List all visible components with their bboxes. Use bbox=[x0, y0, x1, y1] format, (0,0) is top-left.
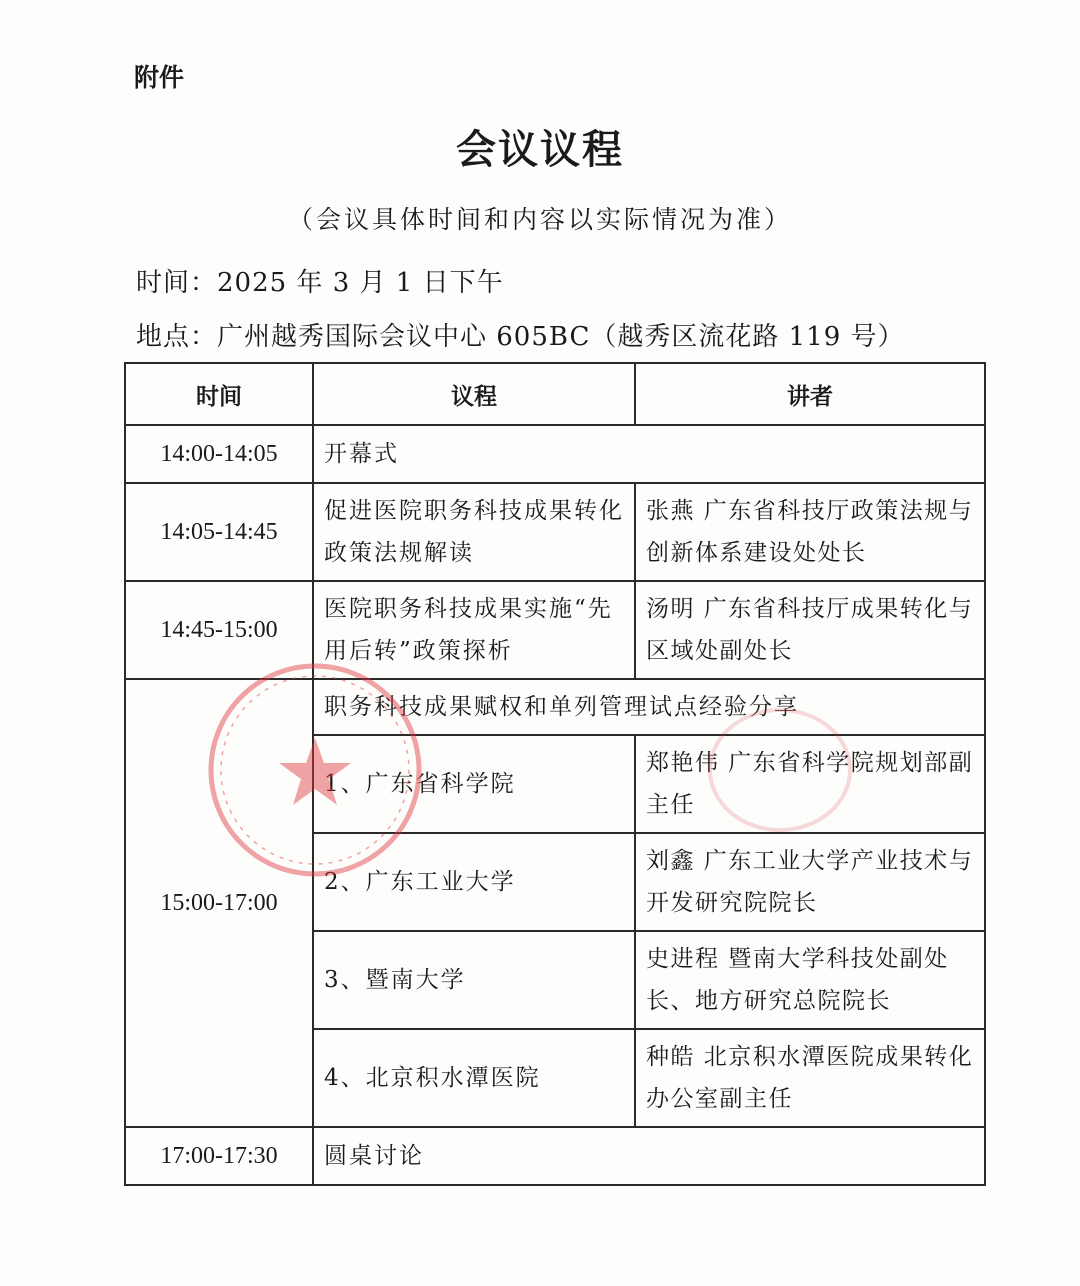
session-item-agenda: 4、北京积水潭医院 bbox=[313, 1029, 635, 1127]
session-title: 职务科技成果赋权和单列管理试点经验分享 bbox=[313, 679, 985, 735]
table-row bbox=[125, 425, 985, 483]
closing-time: 17:00-17:30 bbox=[125, 1127, 313, 1185]
row-speaker: 汤明 广东省科技厅成果转化与区域处副处长 bbox=[635, 581, 985, 679]
session-time: 15:00-17:00 bbox=[125, 679, 313, 1127]
agenda-note: （会议具体时间和内容以实际情况为准） bbox=[287, 205, 792, 234]
row-time: 14:45-15:00 bbox=[125, 581, 313, 679]
meeting-place: 地点：广州越秀国际会议中心 605BC（越秀区流花路 119 号） bbox=[136, 322, 905, 352]
row-speaker: 张燕 广东省科技厅政策法规与创新体系建设处处长 bbox=[635, 483, 985, 581]
table-row bbox=[125, 483, 985, 581]
agenda-table bbox=[124, 362, 986, 1186]
attachment-label: 附件 bbox=[134, 63, 185, 92]
session-item-speaker: 刘鑫 广东工业大学产业技术与开发研究院院长 bbox=[635, 833, 985, 931]
session-item-agenda: 2、广东工业大学 bbox=[313, 833, 635, 931]
row-agenda: 促进医院职务科技成果转化政策法规解读 bbox=[313, 483, 635, 581]
row-time: 14:00-14:05 bbox=[125, 425, 313, 483]
table-header-row bbox=[125, 363, 985, 425]
document-title: 会议议程 bbox=[456, 126, 624, 173]
table-row bbox=[125, 1127, 985, 1185]
header-agenda: 议程 bbox=[313, 363, 635, 425]
session-item-speaker: 史进程 暨南大学科技处副处长、地方研究总院院长 bbox=[635, 931, 985, 1029]
session-item-agenda: 1、广东省科学院 bbox=[313, 735, 635, 833]
row-time: 14:05-14:45 bbox=[125, 483, 313, 581]
session-item-agenda: 3、暨南大学 bbox=[313, 931, 635, 1029]
session-item-speaker: 郑艳伟 广东省科学院规划部副主任 bbox=[635, 735, 985, 833]
header-speaker: 讲者 bbox=[635, 363, 985, 425]
closing-agenda: 圆桌讨论 bbox=[313, 1127, 985, 1185]
meeting-time: 时间：2025 年 3 月 1 日下午 bbox=[136, 268, 504, 298]
row-agenda: 开幕式 bbox=[313, 425, 985, 483]
session-title-row bbox=[125, 679, 985, 735]
table-row bbox=[125, 581, 985, 679]
session-item-speaker: 种皓 北京积水潭医院成果转化办公室副主任 bbox=[635, 1029, 985, 1127]
header-time: 时间 bbox=[125, 363, 313, 425]
row-agenda: 医院职务科技成果实施“先用后转”政策探析 bbox=[313, 581, 635, 679]
